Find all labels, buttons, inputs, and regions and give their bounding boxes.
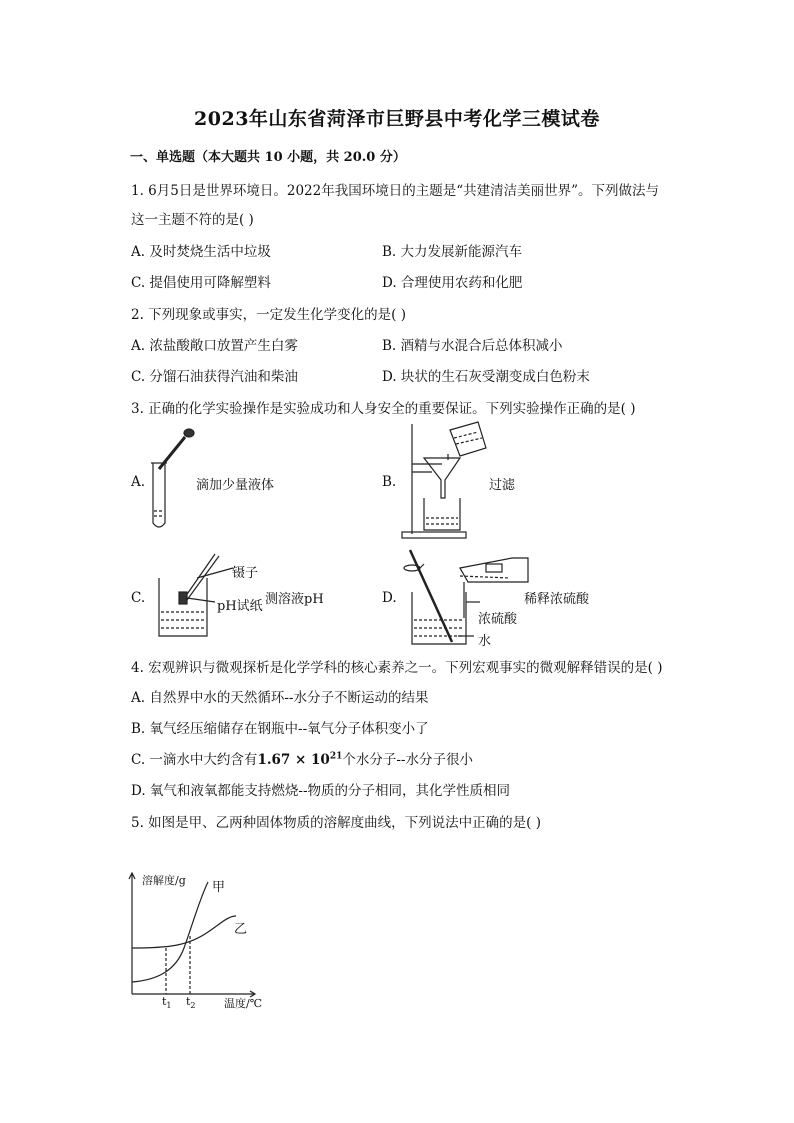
q3-option-d-letter: D. xyxy=(382,590,397,606)
q3-option-c-letter: C. xyxy=(131,590,146,606)
q1-stem-line2: 这一主题不符的是( ) xyxy=(131,212,254,228)
graph-x-label: 温度/℃ xyxy=(224,997,263,1010)
q3-option-d-water-label: 水 xyxy=(478,634,492,649)
q2-option-b: B. 酒精与水混合后总体积减小 xyxy=(382,338,563,354)
q3-option-c-tweezers-label: 镊子 xyxy=(232,566,259,581)
filtration-apparatus-illustration xyxy=(398,420,493,542)
q4-option-c-suffix: 个水分子--水分子很小 xyxy=(342,752,473,768)
t1-letter: t xyxy=(162,995,167,1008)
q1-option-b: B. 大力发展新能源汽车 xyxy=(382,244,523,260)
q4-option-d: D. 氧气和液氧都能支持燃烧--物质的分子相同，其化学性质相同 xyxy=(131,783,511,799)
dilute-acid-illustration xyxy=(400,546,540,648)
q1-option-a: A. 及时焚烧生活中垃圾 xyxy=(131,244,271,260)
q4-stem: 4. 宏观辨识与微观探析是化学学科的核心素养之一。下列宏观事实的微观解释错误的是( ) xyxy=(131,660,663,676)
q2-option-d: D. 块状的生石灰受潮变成白色粉末 xyxy=(382,369,590,385)
graph-y-label: 溶解度/g xyxy=(142,874,186,887)
q1-option-d: D. 合理使用农药和化肥 xyxy=(382,275,523,291)
graph-curve-jia-label: 甲 xyxy=(212,880,226,895)
q4-option-c-prefix: C. 一滴水中大约含有 xyxy=(131,752,258,768)
q4-option-a: A. 自然界中水的天然循环--水分子不断运动的结果 xyxy=(131,690,429,706)
q4-option-c xyxy=(131,748,473,768)
q3-option-a-letter: A. xyxy=(131,474,146,490)
q4-option-c-exponent: 21 xyxy=(329,751,343,762)
q3-option-b-label: 过滤 xyxy=(489,478,516,493)
graph-t1-label xyxy=(162,995,172,1010)
q4-option-c-number: 1.67 × 10 xyxy=(257,752,330,768)
q4-option-b: B. 氧气经压缩储存在钢瓶中--氧气分子体积变小了 xyxy=(131,721,429,737)
t2-subscript: 2 xyxy=(190,1001,196,1011)
graph-curve-yi-label: 乙 xyxy=(234,922,248,937)
page-title: 2023年山东省菏泽市巨野县中考化学三模试卷 xyxy=(194,108,600,130)
q2-option-a: A. 浓盐酸敞口放置产生白雾 xyxy=(131,338,298,354)
section-heading: 一、单选题（本大题共 10 小题，共 20.0 分） xyxy=(130,150,406,165)
curve-yi xyxy=(132,916,236,948)
q1-stem-line1: 1. 6月5日是世界环境日。2022年我国环境日的主题是“共建清洁美丽世界”。下列做法与 xyxy=(131,183,660,199)
q3-stem: 3. 正确的化学实验操作是实验成功和人身安全的重要保证。下列实验操作正确的是( ) xyxy=(131,401,636,417)
q3-option-d-label: 稀释浓硫酸 xyxy=(524,592,590,607)
q2-option-c: C. 分馏石油获得汽油和柴油 xyxy=(131,369,298,385)
q1-option-c: C. 提倡使用可降解塑料 xyxy=(131,275,271,291)
q3-option-b-letter: B. xyxy=(382,474,397,490)
q3-option-a-label: 滴加少量液体 xyxy=(196,478,275,493)
q3-option-c-ph-paper-label: pH试纸 xyxy=(217,599,263,614)
q2-stem: 2. 下列现象或事实，一定发生化学变化的是( ) xyxy=(131,307,406,323)
q5-stem: 5. 如图是甲、乙两种固体物质的溶解度曲线，下列说法中正确的是( ) xyxy=(131,815,541,831)
q3-option-d-acid-label: 浓硫酸 xyxy=(478,612,518,627)
curve-jia xyxy=(132,882,208,982)
t1-subscript: 1 xyxy=(166,1001,172,1011)
t2-letter: t xyxy=(186,995,191,1008)
graph-t2-label xyxy=(186,995,196,1010)
q3-option-c-label: 测溶液pH xyxy=(265,592,324,607)
